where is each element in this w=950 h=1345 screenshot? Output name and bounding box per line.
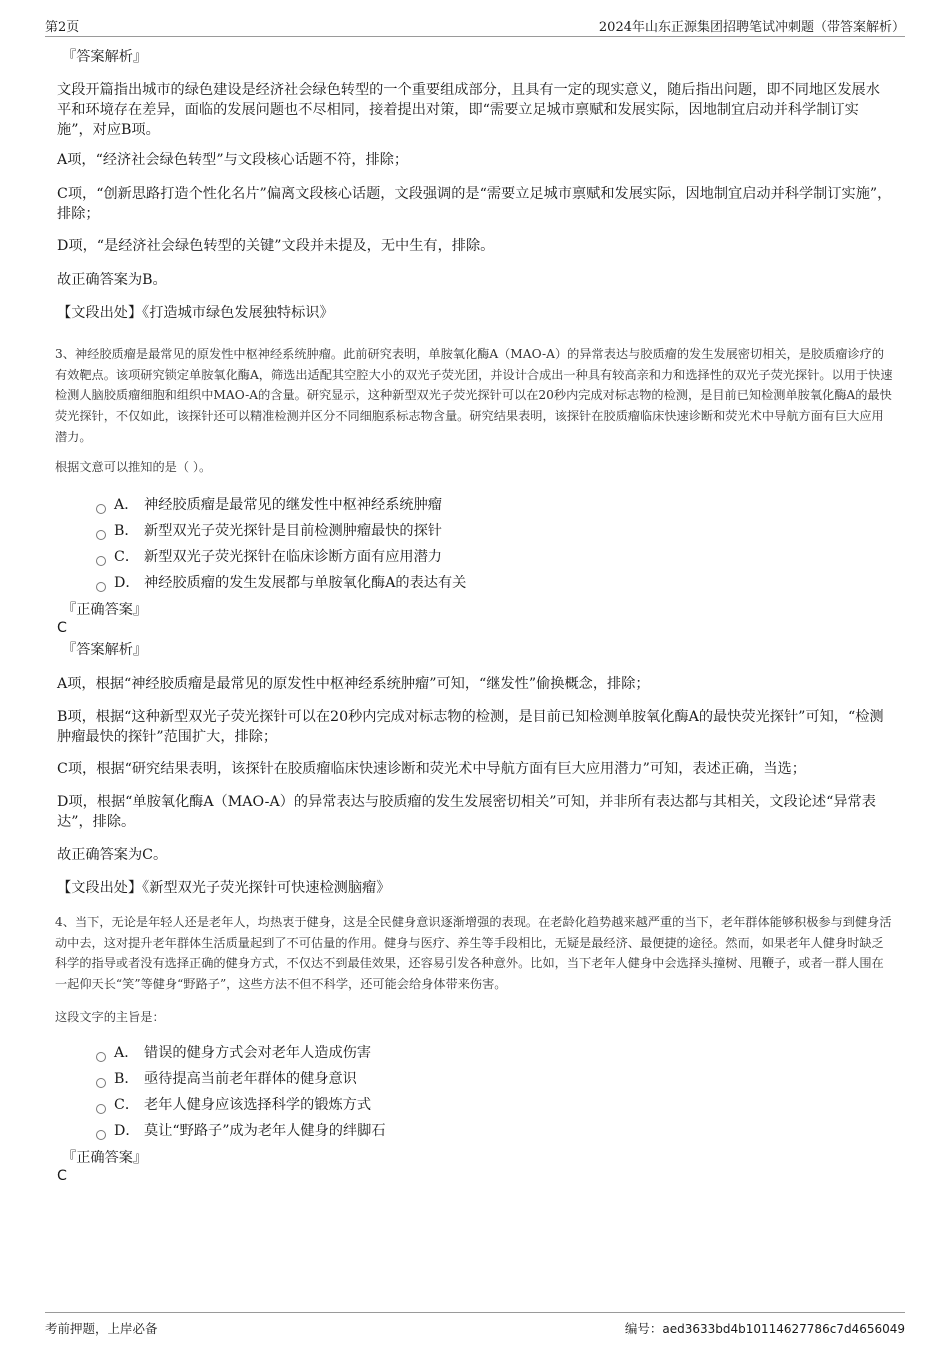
source-citation: 【文段出处】《打造城市绿色发展独特标识》 <box>57 305 334 321</box>
document-title: 2024年山东正源集团招聘笔试冲刺题（带答案解析） <box>598 20 905 35</box>
radio-icon[interactable] <box>96 556 106 566</box>
analysis-option-a: A项，“经济社会绿色转型”与文段核心话题不符，排除； <box>57 152 409 168</box>
analysis-option-c: C项，根据“研究结果表明，该探针在胶质瘤临床快速诊断和荧光术中导航方面有巨大应用潜力”可知，表述正确，当选； <box>57 761 806 777</box>
final-answer: 故正确答案为B。 <box>57 272 167 288</box>
question-4-option-a[interactable]: A． 错误的健身方式会对老年人造成伤害 <box>96 1043 371 1063</box>
question-3-option-b[interactable]: B． 新型双光子荧光探针是目前检测肿瘤最快的探针 <box>96 521 442 541</box>
analysis-label: 『答案解析』 <box>62 642 148 658</box>
analysis-paragraph: 文段开篇指出城市的绿色建设是经济社会绿色转型的一个重要组成部分，且具有一定的现实意义，随后指出问题，即不同地区发展水平和环境存在差异，面临的发展问题也不尽相同，接着提出对策，即“需要立足城市禀赋和发展实际，因地制宜启动并科学制订实施”，对应B项。 <box>57 82 880 138</box>
correct-answer-label: 『正确答案』 <box>62 1150 148 1166</box>
analysis-option-d: D项，根据“单胺氧化酶A（MAO-A）的异常表达与胶质瘤的发生发展密切相关”可知，并非所有表达都与其相关，文段论述“异常表达”，排除。 <box>57 794 876 830</box>
radio-icon[interactable] <box>96 1104 106 1114</box>
question-3-prompt: 根据文意可以推知的是（ ）。 <box>55 460 212 474</box>
question-3-text: 3、神经胶质瘤是最常见的原发性中枢神经系统肿瘤。此前研究表明，单胺氧化酶A（MAO-A）的异常表达与胶质瘤的发生发展密切相关，是胶质瘤诊疗的有效靶点。该项研究锁定单胺氧化酶A，筛选出适配其空腔大小的双光子荧光团，并设计合成出一种具有较高亲和力和选择性的双光子荧光探针。以用于快速检测人脑胶质瘤细胞和组织中MAO-A的含量。研究显示，这种新型双光子荧光探针可以在20秒内完成对标志物的检测，是目前已知检测单胺氧化酶A的最快荧光探针，不仅如此，该探针还可以精准检测并区分不同细胞系标志物含量。研究结果表明，该探针在胶质瘤临床快速诊断和荧光术中导航方面有巨大应用潜力。 <box>55 347 893 444</box>
question-3-option-a[interactable]: A． 神经胶质瘤是最常见的继发性中枢神经系统肿瘤 <box>96 495 442 515</box>
radio-icon[interactable] <box>96 504 106 514</box>
radio-icon[interactable] <box>96 1052 106 1062</box>
radio-icon[interactable] <box>96 582 106 592</box>
radio-icon[interactable] <box>96 1130 106 1140</box>
final-answer: 故正确答案为C。 <box>57 847 168 863</box>
question-3-option-d[interactable]: D． 神经胶质瘤的发生发展都与单胺氧化酶A的表达有关 <box>96 573 466 593</box>
radio-icon[interactable] <box>96 530 106 540</box>
correct-answer-label: 『正确答案』 <box>62 602 148 618</box>
footer-slogan: 考前押题，上岸必备 <box>45 1321 158 1336</box>
correct-answer-value: C <box>57 620 67 636</box>
analysis-option-b: B项，根据“这种新型双光子荧光探针可以在20秒内完成对标志物的检测，是目前已知检测单胺氧化酶A的最快荧光探针”可知，“检测肿瘤最快的探针”范围扩大，排除； <box>57 709 884 745</box>
page-number: 第2页 <box>45 20 80 35</box>
document-code: 编号：aed3633bd4b10114627786c7d4656049 <box>624 1321 905 1336</box>
question-4-option-d[interactable]: D． 莫让“野路子”成为老年人健身的绊脚石 <box>96 1121 386 1141</box>
source-citation: 【文段出处】《新型双光子荧光探针可快速检测脑瘤》 <box>57 880 391 896</box>
question-4-text: 4、当下，无论是年轻人还是老年人，均热衷于健身，这是全民健身意识逐渐增强的表现。在老龄化趋势越来越严重的当下，老年群体能够积极参与到健身活动中去，这对提升老年群体生活质量起到了不可估量的作用。健身与医疗、养生等手段相比，无疑是最经济、最便捷的途径。然而，如果老年人健身时缺乏科学的指导或者没有选择正确的健身方式，不仅达不到最佳效果，还容易引发各种意外。比如，当下老年人健身中会选择头撞树、甩鞭子，或者一群人围在一起仰天长“笑”等健身“野路子”，这些方法不但不科学，还可能会给身体带来伤害。 <box>55 915 892 992</box>
question-4-option-c[interactable]: C． 老年人健身应该选择科学的锻炼方式 <box>96 1095 371 1115</box>
analysis-option-c: C项，“创新思路打造个性化名片”偏离文段核心话题，文段强调的是“需要立足城市禀赋和发展实际，因地制宜启动并科学制订实施”，排除； <box>57 186 892 222</box>
page-header <box>45 14 905 37</box>
correct-answer-value: C <box>57 1168 67 1184</box>
analysis-option-d: D项，“是经济社会绿色转型的关键”文段并未提及，无中生有，排除。 <box>57 238 495 254</box>
question-3-option-c[interactable]: C． 新型双光子荧光探针在临床诊断方面有应用潜力 <box>96 547 442 567</box>
radio-icon[interactable] <box>96 1078 106 1088</box>
question-4-prompt: 这段文字的主旨是： <box>55 1010 165 1024</box>
analysis-option-a: A项，根据“神经胶质瘤是最常见的原发性中枢神经系统肿瘤”可知，“继发性”偷换概念，排除； <box>57 676 650 692</box>
page-footer <box>45 1312 905 1339</box>
analysis-label: 『答案解析』 <box>62 49 148 65</box>
question-4-option-b[interactable]: B． 亟待提高当前老年群体的健身意识 <box>96 1069 357 1089</box>
